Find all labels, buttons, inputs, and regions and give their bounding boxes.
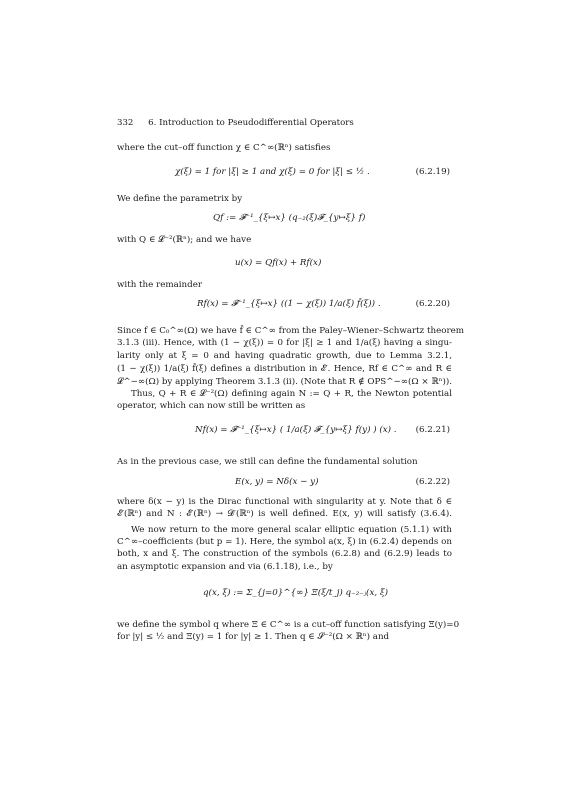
equation-body: q(x, ξ) := Σ_{j=0}^{∞} Ξ(ξ/t_j) q₋₂₋ⱼ(x, ξ) (203, 588, 389, 598)
equation-6-2-20 (117, 297, 452, 311)
text-line: We define the parametrix by (117, 194, 243, 204)
equation-number: (6.2.22) (415, 477, 450, 487)
text-line: We now return to the more general scalar elliptic equation (5.1.1) with (131, 525, 452, 535)
equation-u (117, 256, 452, 270)
text-line: 3.1.3 (iii). Hence, with (1 − χ(ξ)) = 0 for |ξ| ≥ 1 and 1/a(ξ) having a singu- (117, 338, 452, 348)
text-line: with Q ∈ 𝓛⁻²(ℝⁿ); and we have (117, 235, 252, 245)
text-line: 𝓛^−∞(Ω) by applying Theorem 3.1.3 (ii). (Note that R ∉ OPS^−∞(Ω × ℝⁿ)). (117, 377, 452, 387)
text-line: operator, which can now still be written as (117, 401, 306, 411)
text-line: for |y| ≤ ½ and Ξ(y) = 1 for |y| ≥ 1. Then q ∈ 𝓢⁻²(Ω × ℝⁿ) and (117, 632, 390, 642)
equation-body: Rf(x) = 𝓕⁻¹_{ξ↦x} ((1 − χ(ξ)) 1/a(ξ) f̂(ξ)) . (197, 299, 381, 309)
running-title: 6. Introduction to Pseudodifferential Operators (148, 118, 354, 128)
equation-number: (6.2.21) (415, 425, 450, 435)
equation-body: Nf(x) = 𝓕⁻¹_{ξ↦x} ( 1/a(ξ) 𝓕_{y↦ξ} f(y) ) (x) . (195, 425, 397, 435)
text-line: Thus, Q + R ∈ 𝓛⁻²(Ω) defining again N := Q + R, the Newton potential (131, 389, 452, 399)
text-line: (1 − χ(ξ)) 1/a(ξ) f̂(ξ) defines a distribution in 𝓔′. Hence, Rf ∈ C^∞ and R ∈ (117, 364, 452, 374)
text-line: 𝓔′(ℝⁿ) and N : 𝓔′(ℝⁿ) → 𝓓′(ℝⁿ) is well defined. E(x, y) will satisfy (3.6.4). (117, 509, 452, 519)
equation-number: (6.2.19) (415, 167, 450, 177)
text-line: C^∞–coefficients (but p = 1). Here, the symbol a(x, ξ) in (6.2.4) depends on (117, 537, 452, 547)
text-line: both, x and ξ. The construction of the symbols (6.2.8) and (6.2.9) leads to (117, 549, 452, 559)
equation-body: Qf := 𝓕⁻¹_{ξ↦x} (q₋₂(ξ)𝓕_{y↦ξ} f) (213, 213, 366, 223)
text-line: we define the symbol q where Ξ ∈ C^∞ is a cut–off function satisfying Ξ(y)=0 (117, 620, 460, 630)
equation-6-2-19 (117, 165, 452, 179)
text-line: As in the previous case, we still can define the fundamental solution (117, 457, 418, 467)
text-line: an asymptotic expansion and via (6.1.18), i.e., by (117, 562, 333, 572)
text-line: where the cut–off function χ ∈ C^∞(ℝⁿ) satisfies (117, 143, 331, 153)
equation-6-2-21 (117, 423, 452, 437)
equation-6-2-22 (117, 475, 452, 489)
page-number: 332 (117, 118, 134, 128)
equation-parametrix (117, 211, 452, 225)
text-line: where δ(x − y) is the Dirac functional with singularity at y. Note that δ ∈ (117, 497, 452, 507)
equation-body: E(x, y) = Nδ(x − y) (235, 477, 319, 487)
text-line: with the remainder (117, 280, 202, 290)
equation-body: χ(ξ) = 1 for |ξ| ≥ 1 and χ(ξ) = 0 for |ξ| ≤ ½ . (175, 167, 370, 177)
text-line: Since f ∈ C₀^∞(Ω) we have f̂ ∈ C^∞ from the Paley–Wiener–Schwartz theorem (117, 326, 464, 336)
text-line: larity only at ξ = 0 and having quadratic growth, due to Lemma 3.2.1, (117, 351, 452, 361)
equation-symbol-q (117, 586, 452, 600)
equation-body: u(x) = Qf(x) + Rf(x) (235, 258, 322, 268)
equation-number: (6.2.20) (415, 299, 450, 309)
running-header (117, 118, 452, 128)
